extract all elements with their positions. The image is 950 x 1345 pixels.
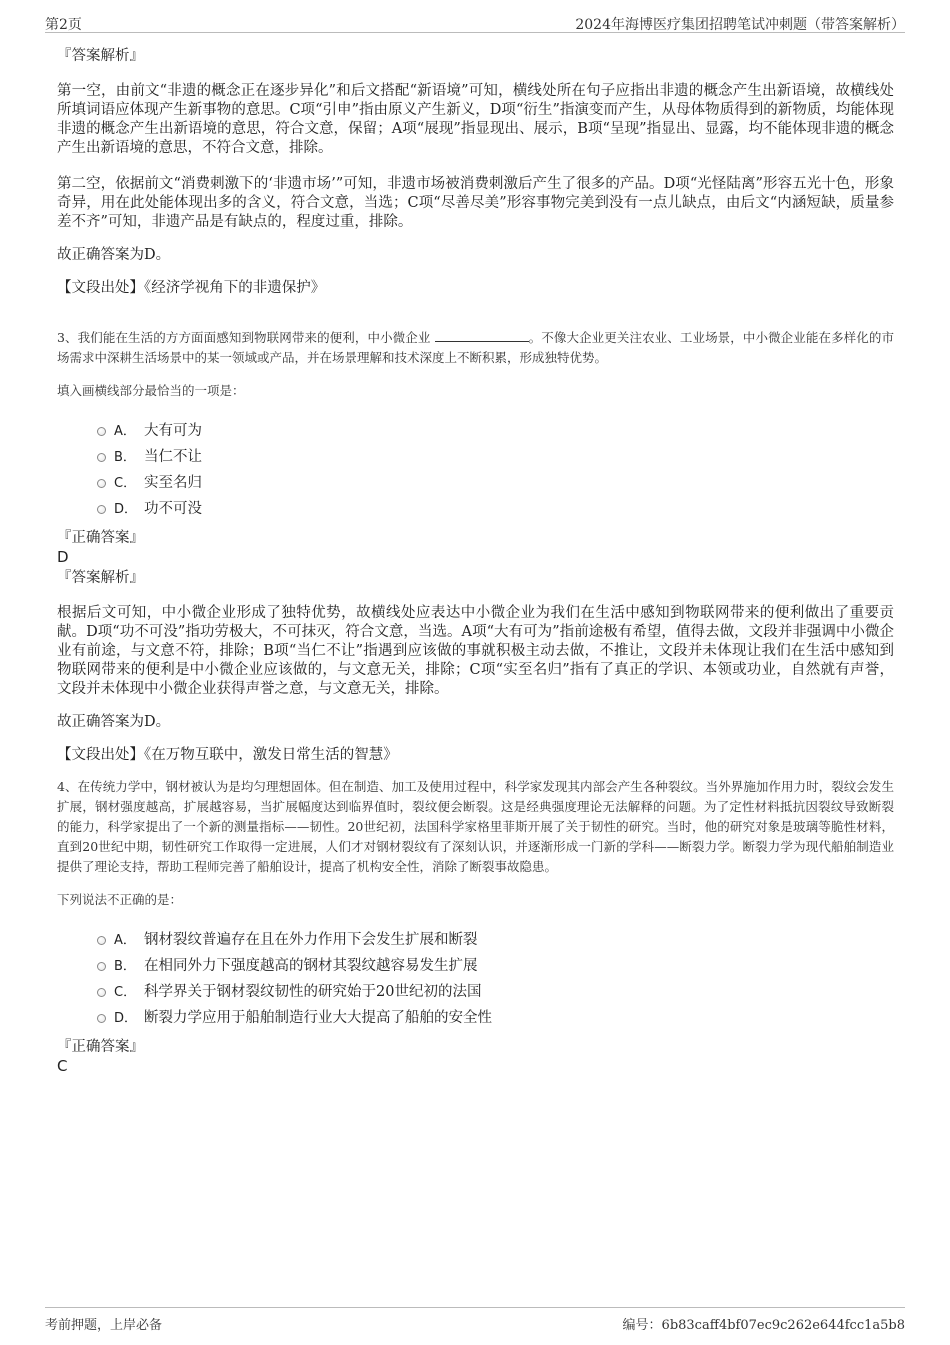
question-3-option-d[interactable] <box>97 494 894 520</box>
question-4-option-d[interactable] <box>97 1003 894 1029</box>
analysis-label: 『答案解析』 <box>57 48 144 64</box>
option-text: 在相同外力下强度越高的钢材其裂纹越容易发生扩展 <box>144 957 478 974</box>
option-letter: C． <box>114 475 137 491</box>
document-code: 编号：6b83caff4bf07ec9c262e644fcc1a5b8 <box>622 1318 905 1333</box>
analysis-conclusion: 故正确答案为D。 <box>57 714 171 730</box>
option-text: 功不可没 <box>144 500 202 517</box>
correct-answer-value: D <box>57 548 69 566</box>
question-3-text <box>57 328 894 368</box>
correct-answer-label: 『正确答案』 <box>57 530 144 546</box>
question-3-option-c[interactable] <box>97 468 894 494</box>
question-4-prompt: 下列说法不正确的是： <box>57 892 183 907</box>
option-letter: D． <box>114 501 138 517</box>
correct-answer-label: 『正确答案』 <box>57 1039 144 1055</box>
radio-button[interactable] <box>97 1014 106 1023</box>
page-header <box>45 12 905 33</box>
radio-button[interactable] <box>97 479 106 488</box>
analysis-label: 『答案解析』 <box>57 570 144 586</box>
radio-button[interactable] <box>97 427 106 436</box>
question-3-analysis: 根据后文可知，中小微企业形成了独特优势，故横线处应表达中小微企业为我们在生活中感知到物联网带来的便利做出了重要贡献。D项“功不可没”指功劳极大，不可抹灭，符合文意，当选。A项“大有可为”指前途极有希望，值得去做，文段并非强调中小微企业有前途，与文意不符，排除；B项“当仁不让”指遇到应该做的事就积极主动去做，不推让，文段并未体现让我们在生活中感知到物联网带来的便利是中小微企业应该做的，与文意无关，排除；C项“实至名归”指有了真正的学识、本领或功业，自然就有声誉，文段并未体现中小微企业获得声誉之意，与文意无关，排除。 <box>57 605 894 697</box>
radio-button[interactable] <box>97 962 106 971</box>
option-text: 钢材裂纹普遍存在且在外力作用下会发生扩展和断裂 <box>144 931 478 948</box>
option-letter: B． <box>114 449 136 465</box>
radio-button[interactable] <box>97 936 106 945</box>
option-text: 大有可为 <box>144 422 202 439</box>
page-content <box>57 46 894 1075</box>
option-letter: B． <box>114 958 136 974</box>
option-text: 断裂力学应用于船舶制造行业大大提高了船舶的安全性 <box>144 1009 492 1026</box>
analysis-paragraph-1: 第一空，由前文“非遗的概念正在逐步异化”和后文搭配“新语境”可知，横线处所在句子应指出非遗的概念产生出新语境，故横线处所填词语应体现产生新事物的意思。C项“引申”指由原义产生新义，D项“衍生”指演变而产生，从母体物质得到的新物质，均能体现非遗的概念产生出新语境的意思，符合文意，保留；A项“展现”指显现出、展示，B项“呈现”指显出、显露，均不能体现非遗的概念产生出新语境的意思，不符合文意，排除。 <box>57 83 894 156</box>
option-letter: C． <box>114 984 137 1000</box>
question-3-prompt: 填入画横线部分最恰当的一项是： <box>57 383 245 398</box>
question-4-text: 4、在传统力学中，钢材被认为是均匀理想固体。但在制造、加工及使用过程中，科学家发现其内部会产生各种裂纹。当外界施加作用力时，裂纹会发生扩展，钢材强度越高，扩展越容易，当扩展幅度达到临界值时，裂纹便会断裂。这是经典强度理论无法解释的问题。为了定性材料抵抗因裂纹导致断裂的能力，科学家提出了一个新的测量指标——韧性。20世纪初，法国科学家格里菲斯开展了关于韧性的研究。当时，他的研究对象是玻璃等脆性材料，直到20世纪中期，韧性研究工作取得一定进展，人们才对钢材裂纹有了深刻认识，并逐渐形成一门新的学科——断裂力学。断裂力学为现代船舶制造业提供了理论支持，帮助工程师完善了船舶设计，提高了机构安全性，消除了断裂事故隐患。 <box>57 779 894 874</box>
fill-blank-line <box>435 329 529 342</box>
option-text: 实至名归 <box>144 474 202 491</box>
option-text: 当仁不让 <box>144 448 202 465</box>
option-letter: A． <box>114 932 136 948</box>
correct-answer-value: C <box>57 1057 68 1075</box>
passage-source: 【文段出处】《经济学视角下的非遗保护》 <box>57 280 326 296</box>
question-3-options <box>57 416 894 520</box>
document-title: 2024年海博医疗集团招聘笔试冲刺题（带答案解析） <box>575 17 905 33</box>
analysis-paragraph-2: 第二空，依据前文“消费刺激下的‘非遗市场’”可知，非遗市场被消费刺激后产生了很多的产品。D项“光怪陆离”形容五光十色，形象奇异，用在此处能体现出多的含义，符合文意，当选；C项“尽善尽美”形容事物完美到没有一点儿缺点，由后文“内涵短缺，质量参差不齐”可知，非遗产品是有缺点的，程度过重，排除。 <box>57 176 894 230</box>
option-letter: A． <box>114 423 136 439</box>
question-4-option-b[interactable] <box>97 951 894 977</box>
radio-button[interactable] <box>97 988 106 997</box>
question-4-option-a[interactable] <box>97 925 894 951</box>
radio-button[interactable] <box>97 505 106 514</box>
option-text: 科学界关于钢材裂纹韧性的研究始于20世纪初的法国 <box>144 983 482 1000</box>
question-3-text-after: 。不像大企业更关注农业、工业场景，中小微企业能在多样化的市场需求中深耕生活场景中的某一领域或产品，并在场景理解和技术深度上不断积累，形成独特优势。 <box>57 330 894 365</box>
option-letter: D． <box>114 1010 138 1026</box>
question-4-options <box>57 925 894 1029</box>
page-number: 第2页 <box>45 17 82 33</box>
analysis-conclusion: 故正确答案为D。 <box>57 247 171 263</box>
passage-source: 【文段出处】《在万物互联中，激发日常生活的智慧》 <box>57 747 398 763</box>
question-3-option-a[interactable] <box>97 416 894 442</box>
footer-slogan: 考前押题，上岸必备 <box>45 1318 163 1333</box>
question-3-option-b[interactable] <box>97 442 894 468</box>
question-4-option-c[interactable] <box>97 977 894 1003</box>
question-3-text-before: 3、我们能在生活的方方面面感知到物联网带来的便利，中小微企业 <box>57 330 431 345</box>
page-footer <box>45 1307 905 1334</box>
radio-button[interactable] <box>97 453 106 462</box>
